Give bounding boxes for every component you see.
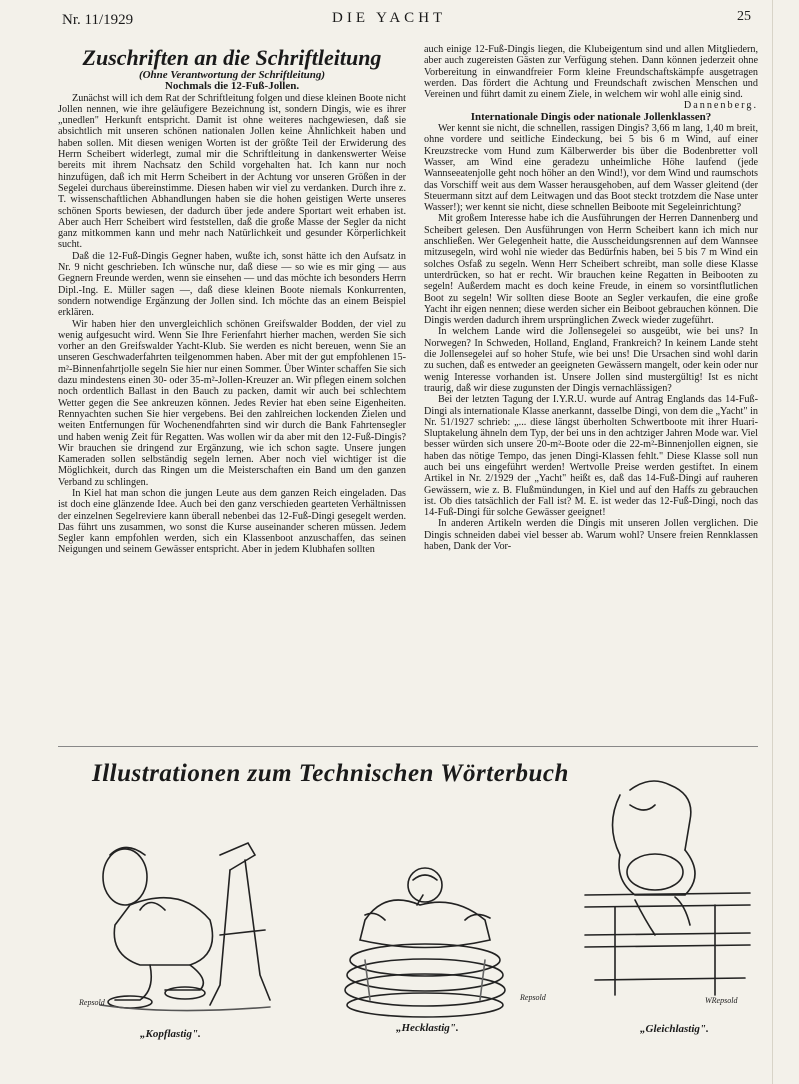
artist-signature: WRepsold: [705, 996, 738, 1005]
article-title: Zuschriften an die Schriftleitung: [82, 45, 382, 70]
journal-title: DIE YACHT: [332, 10, 447, 26]
cartoon-kopflastig: [70, 815, 280, 1015]
issue-number: Nr. 11/1929: [62, 12, 134, 28]
paragraph: In Kiel hat man schon die jungen Leute aus dem ganzen Reich eingeladen. Das ist doch eine glänzende Idee. Auch bei den ganz verschieden gearteten Verhältnissen der einzelnen Segelreviere kann überall nebenbei das 12-Fuß-Dingi gesegelt werden. Das führt uns zusammen, wo sonst die Kurse auseinander scheren müssen. Jedem Segler kann empfohlen werden, sich ein Klassenboot anzuschaffen, das seinen Neigungen und seinem Gewässer entspricht. Aber in jedem Klubhafen sollten: [58, 487, 406, 556]
paragraph: auch einige 12-Fuß-Dingis liegen, die Klubeigentum sind und allen Mitgliedern, aber auch zugereisten Gästen zur Verfügung stehen. Dann können jederzeit ohne Vorbereitung in einwandfreier Form kleine Freundschaftskämpfe ausgetragen werden. Das fördert die Achtung und Freundschaft zwischen Menschen und Vereinen und führt damit zu einem Ziele, in welchem wir wohl alle einig sind.: [424, 44, 758, 101]
section-divider: [58, 746, 758, 747]
artist-signature: Repsold: [520, 993, 546, 1002]
paragraph: Mit großem Interesse habe ich die Ausführungen der Herren Dannenberg und Scheibert gelesen. Den Ausführungen von Herrn Scheibert kann ich mich nur anschließen. Wer Gelegenheit hatte, die Ausscheidungsrennen auf dem Wannsee mitzusegeln, wird wohl nie wieder das Bedürfnis haben, bei 5 bis 7 m Wind ein solches Osfaß zu segeln. Wenn Herr Scheibert schreibt, man solle diese Klasse unterdrücken, so hat er recht. Wir brauchen keine Regatten in Beibooten zu segeln! Außerdem macht es doch keine Freude, in einem so vorsintflutlichen Boot zu segeln! Wir sollten diese Boote an Segler verkaufen, die eine große Yacht ihr eigen nennen; diese werden sicher ein Beiboot gebrauchen können. Die Dingis werden dadurch ihrem ursprünglichen Zweck wieder zugeführt.: [424, 213, 758, 327]
section-heading: Internationale Dingis oder nationale Jollenklassen?: [470, 110, 712, 123]
paragraph: Zunächst will ich dem Rat der Schriftleitung folgen und diese kleinen Boote nicht Jollen nennen, wie ihre geläufigere Bezeichnung ist, sondern Dingis, wie es ihrer „unedlen" Herkunft entspricht. Damit ist ohne weiteres nachgewiesen, daß sie absichtlich mit unseren schönen nationalen Jollen keine Ähnlichkeit haben und haben sollen. Mit diesen wenigen Worten ist der größte Teil der Erwiderung des Herrn Scheibert widerlegt, zumal mir die Schriftleitung in dankenswerter Weise bereits mit ihrem Nachsatz den Schild vorgehalten hat. Ich kann nur noch hinzufügen, daß ich mit Herrn Scheibert in der Achtung vor unseren Größen in der Segelei durchaus übereinstimme. Diesen haben wir viel zu verdanken. Durch ihre z. T. wissenschaftlichen Abhandlungen haben sie die hohen geistigen Werte unseres schönen Sports bewiesen, der dadurch über jede andere Sportart weit erhaben ist. Aber auch Herr Scheibert wird feststellen, daß die große Masse der Segler da nicht ganz mitkommen kann und mehr nach Natürlichkeit und gesunder Körperlichkeit sucht.: [58, 92, 406, 251]
signature: Dannenberg.: [683, 100, 758, 112]
cartoon-hecklastig: [325, 850, 525, 1020]
paragraph: Wer kennt sie nicht, die schnellen, rassigen Dingis? 3,66 m lang, 1,40 m breit, ohne vordere und seitliche Eindeckung, bei 5 bis 6 m Wind, auf einer Kreuzstrecke vom Hund zum Kälberwerder bis über die Bodenbretter voll Wasser, am Wind eine geradezu unheimliche Höhe laufend (jede Wannseeatenjolle geht noch höher an den Wind!), vor dem Wind und raumschots das Vorschiff weit aus dem Wasser herausgehoben, auf dem Wasser gleitend (der Steuermann sitzt auf dem Leitwagen und das Boot steckt trotzdem die Nase unter Wasser!); wer kennt sie nicht, diese schnellen Beiboote mit Segeleinrichtung?: [424, 123, 758, 214]
page-edge: [772, 0, 773, 1084]
caption-gleichlastig: „Gleichlastig".: [640, 1023, 709, 1035]
paragraph: In anderen Artikeln werden die Dingis mit unseren Jollen verglichen. Die Dingis schneiden dabei viel besser ab. Warum wohl? Unsere freien Rennklassen haben, Dank der Vor-: [424, 518, 758, 553]
cartoon-gleichlastig: [575, 775, 755, 1000]
page-header: [0, 0, 799, 28]
paragraph: In welchem Lande wird die Jollensegelei so ausgeübt, wie bei uns? In Norwegen? In Schweden, Holland, England, Frankreich? In keinem Lande steht die Jollensegelei auf so hoher Stufe, wie bei uns! Die Ursachen sind wohl darin zu suchen, daß es entweder an geeigneten Gewässern mangelt, oder kein oder nur wenig Interesse vorhanden ist. Unsere Jollen sind mustergültig! Ist es nicht traurig, daß wir diese zugunsten der Dingis vernachlässigen?: [424, 326, 758, 394]
left-column: [58, 46, 406, 556]
caption-kopflastig: „Kopflastig".: [140, 1028, 201, 1040]
paragraph: Wir haben hier den unvergleichlich schönen Greifswalder Bodden, der viel zu wenig aufgesucht wird. Wenn Sie Ihre Ferienfahrt hierher machen, werden Sie sich vorher an den Greifswalder Yacht-Klub. Sie werden es nicht bereuen, wenn Sie an unseren Geschwaderfahrten teilgenommen haben. Aber mit der gut empfohlenen 15-m²-Binnenfahrtjolle segeln Sie hier nur einen Sommer. Über Winter schaffen Sie sich dazu mindestens einen 30- oder 35-m²-Jollen-Kreuzer an. Wir pflegen einem solchen noch ordentlich Ballast in den Bauch zu packen, damit wir auch bei schlechtem Wetter gegen die See ankreuzen können. Jedes Revier hat eben seine Eigenheiten. Rennyachten suchen Sie hier vergebens. Bei den zahlreichen lockenden Zielen und weiten Entfernungen für Wochenendfahrten sind wir durch die Bank Fahrtensegler und haben wenig Zeit für Regatten. Was wollen wir da aber mit den 12-Fuß-Dingis? Wir brauchen sie dringend zur Ergänzung, wie ich schon sagte. Unsere jungen Kameraden sollen selbständig segeln lernen. Aber noch viel wichtiger ist die Möglichkeit, durch das Ringen um die Meisterschaften ein Band um den ganzen Verband zu schlingen.: [58, 318, 406, 488]
section-heading: Nochmals die 12-Fuß-Jollen.: [164, 80, 300, 93]
paragraph: Bei der letzten Tagung der I.Y.R.U. wurde auf Antrag Englands das 14-Fuß-Dingi als internationale Klasse anerkannt, dasselbe Dingi, von dem die „Yacht" in Nr. 51/1927 schrieb: „... diese längst überholten Schwertboote mit ihrer Huari-Sluptakelung ähneln dem Typ, der bei uns in den achtziger Jahren Mode war. Viel besser würden sich unsere 20-m²-Boote oder die 22-m²-Binnenjollen eignen, sie haben das nötige Tempo, das jenen Dingi-Klassen fehlt." Diese Klasse soll nun auch bei uns eingeführt werden! Wertvolle Preise werden gestiftet. In einem Artikel in Nr. 2/1929 der „Yacht" heißt es, daß das 14-Fuß-Dingi auf rauheren Gewässern, wie z. B. Flußmündungen, in Kiel und auf den Haffs zu gebrauchen ist. Ob dies tatsächlich der Fall ist? M. E. ist weder das 12-Fuß-Dingi, noch das 14-Fuß-Dingi für solche Gewässer geeignet!: [424, 394, 758, 519]
right-column: [424, 44, 758, 552]
artist-signature: Repsold: [79, 998, 105, 1007]
article-subtitle: (Ohne Verantwortung der Schriftleitung): [138, 69, 326, 81]
caption-hecklastig: „Hecklastig".: [396, 1022, 459, 1034]
illustrations-title: Illustrationen zum Technischen Wörterbuch: [92, 760, 569, 787]
page-number: 25: [737, 9, 751, 24]
paragraph: Daß die 12-Fuß-Dingis Gegner haben, wußte ich, sonst hätte ich den Aufsatz in Nr. 9 nicht geschrieben. Ich wünsche nur, daß diese — so wie es mir ging — aus Gegnern Freunde werden, wenn sie einsehen — und das möchte ich besonders Herrn Dipl.-Ing. E. Müller sagen —, daß diese kleinen Boote niemals Konkurrenten, sondern notwendige Ergänzung der Jollen sind. Ich möchte das an einem Beispiel erklären.: [58, 250, 406, 319]
